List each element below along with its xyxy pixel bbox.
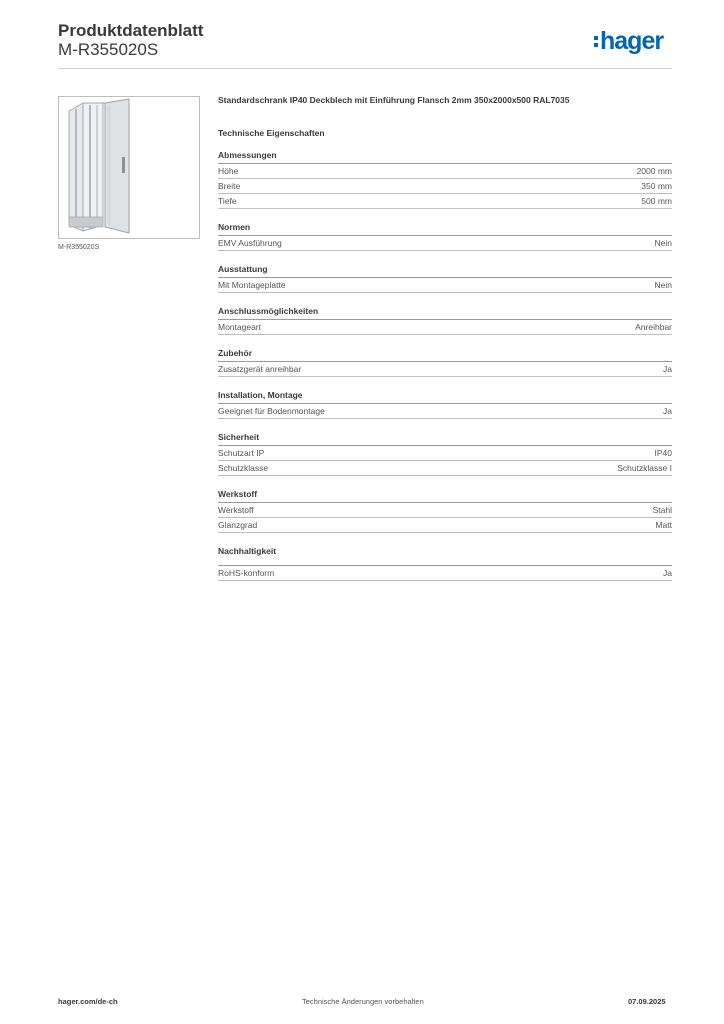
property-label: EMV Ausführung [218, 238, 282, 248]
property-row [218, 404, 672, 419]
property-row [218, 566, 672, 581]
property-value: 500 mm [641, 196, 672, 206]
property-label: Zusatzgerät anreihbar [218, 364, 302, 374]
property-row [218, 446, 672, 461]
footer-date: 07.09.2025 [628, 997, 666, 1006]
property-value: Ja [663, 364, 672, 374]
section-nachhaltigkeit [218, 546, 672, 581]
product-description: Standardschrank IP40 Deckblech mit Einführung Flansch 2mm 350x2000x500 RAL7035 [218, 95, 570, 105]
property-row [218, 503, 672, 518]
header-divider [58, 68, 672, 69]
image-caption: M-R355020S [58, 244, 100, 251]
property-label: Werkstoff [218, 505, 254, 515]
property-label: Höhe [218, 166, 239, 176]
cabinet-photo-icon [59, 97, 199, 238]
section-abmessungen [218, 150, 672, 209]
footer-website: hager.com/de-ch [58, 997, 118, 1006]
product-image [58, 96, 200, 239]
property-label: Schutzart IP [218, 448, 265, 458]
section-title: Abmessungen [218, 150, 672, 164]
footer-notice: Technische Änderungen vorbehalten [302, 997, 424, 1006]
property-label: Tiefe [218, 196, 237, 206]
article-number: M-R355020S [58, 40, 159, 59]
property-value: Ja [663, 568, 672, 578]
property-row [218, 518, 672, 533]
property-label: Mit Montageplatte [218, 280, 286, 290]
property-label: Glanzgrad [218, 520, 258, 530]
section-sicherheit [218, 432, 672, 476]
section-ausstattung [218, 264, 672, 293]
section-title: Normen [218, 222, 672, 236]
property-label: Breite [218, 181, 241, 191]
section-title: Zubehör [218, 348, 672, 362]
section-werkstoff [218, 489, 672, 533]
property-label: Schutzklasse [218, 463, 269, 473]
property-value: Stahl [652, 505, 672, 515]
property-row [218, 236, 672, 251]
property-row [218, 320, 672, 335]
page-title: Produktdatenblatt [58, 21, 204, 40]
property-label: Geeignet für Bodenmontage [218, 406, 325, 416]
section-zubehoer [218, 348, 672, 377]
property-value: Schutzklasse I [617, 463, 672, 473]
property-row [218, 194, 672, 209]
section-installation-montage [218, 390, 672, 419]
section-title: Anschlussmöglichkeiten [218, 306, 672, 320]
property-value: Ja [663, 406, 672, 416]
property-value: Anreihbar [635, 322, 672, 332]
section-anschlussmoeglichkeiten [218, 306, 672, 335]
property-value: 350 mm [641, 181, 672, 191]
property-row [218, 164, 672, 179]
property-value: IP40 [654, 448, 672, 458]
section-normen [218, 222, 672, 251]
property-row [218, 461, 672, 476]
technical-properties-heading: Technische Eigenschaften [218, 128, 325, 138]
properties-sections [218, 150, 672, 581]
property-row [218, 362, 672, 377]
property-label: Montageart [218, 322, 261, 332]
logo-text: hager [600, 27, 664, 55]
section-title: Nachhaltigkeit [218, 546, 672, 566]
property-row [218, 278, 672, 293]
property-value: Nein [654, 238, 672, 248]
section-title: Ausstattung [218, 264, 672, 278]
section-title: Sicherheit [218, 432, 672, 446]
product-details [218, 95, 672, 594]
section-title: Werkstoff [218, 489, 672, 503]
logo-dots-icon [594, 36, 598, 47]
property-row [218, 179, 672, 194]
property-value: Nein [654, 280, 672, 290]
hager-logo [594, 27, 663, 55]
property-label: RoHS-konform [218, 568, 275, 578]
property-value: Matt [655, 520, 672, 530]
section-title: Installation, Montage [218, 390, 672, 404]
property-value: 2000 mm [636, 166, 672, 176]
